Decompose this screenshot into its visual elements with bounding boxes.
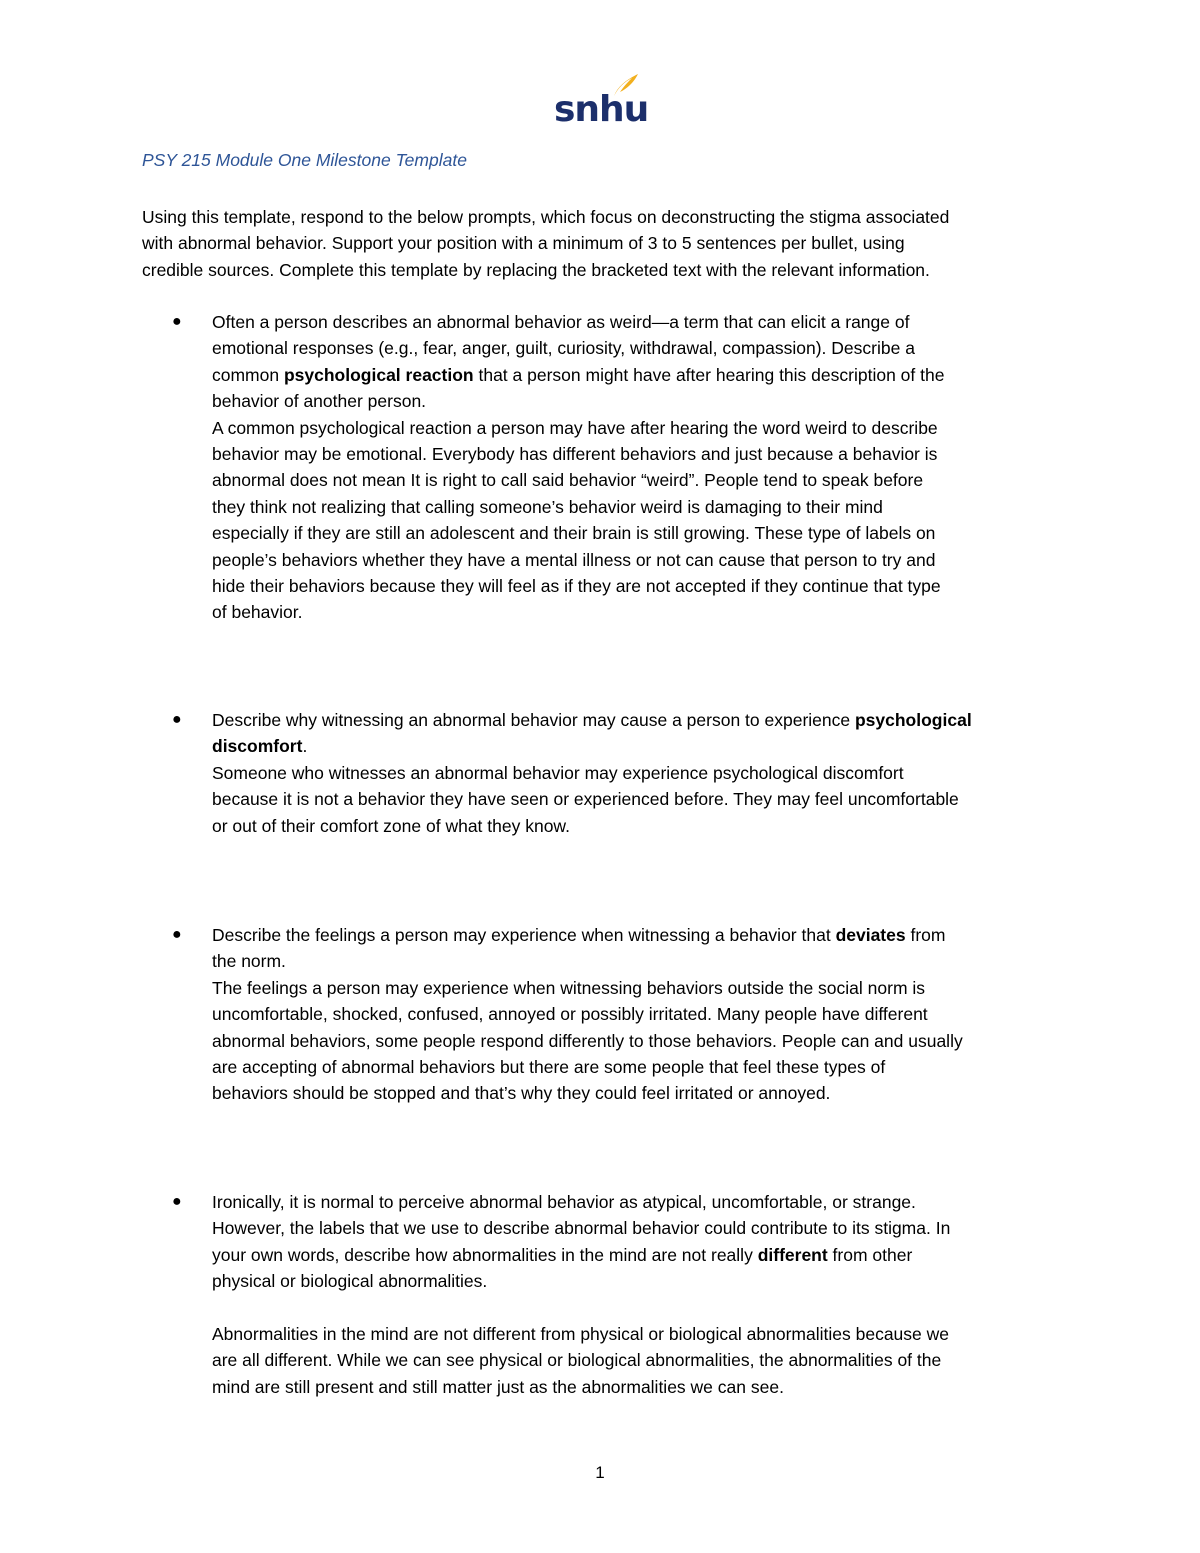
response-line: A common psychological reaction a person may have after hearing the word weird to describe <box>212 417 938 438</box>
logo-text: snhu <box>554 89 649 130</box>
prompt-line: Describe why witnessing an abnormal behavior may cause a person to experience psychological <box>212 710 972 730</box>
response-line: behavior may be emotional. Everybody has different behaviors and just because a behavior is <box>212 444 938 465</box>
bullet-body <box>212 309 1072 626</box>
prompt-line: Ironically, it is normal to perceive abnormal behavior as atypical, uncomfortable, or strange. <box>212 1192 916 1212</box>
response-line: hide their behaviors because they will feel as if they are not accepted if they continue that type <box>212 576 941 597</box>
bullet-icon: ● <box>172 926 182 943</box>
bullet-icon: ● <box>172 711 182 728</box>
bullet-body <box>212 922 1072 1107</box>
response-line: abnormal behaviors, some people respond differently to those behaviors. People can and usually <box>212 1030 963 1051</box>
bullet-body <box>212 707 1072 839</box>
intro-line: credible sources. Complete this template by replacing the bracketed text with the relevant information. <box>142 259 930 280</box>
response-line: mind are still present and still matter just as the abnormalities we can see. <box>212 1376 784 1397</box>
intro-paragraph <box>142 204 1072 283</box>
bold-term: different <box>757 1244 828 1265</box>
intro-line: Using this template, respond to the below prompts, which focus on deconstructing the stigma associated <box>142 207 950 227</box>
bold-term: deviates <box>835 925 906 945</box>
response-line: abnormal does not mean It is right to call said behavior “weird”. People tend to speak before <box>212 470 924 491</box>
response-line: of behavior. <box>212 602 303 623</box>
response-line: uncomfortable, shocked, confused, annoyed or possibly irritated. Many people have different <box>212 1004 928 1025</box>
prompt-line: However, the labels that we use to describe abnormal behavior could contribute to its stigma. In <box>212 1218 951 1239</box>
bold-term: discomfort <box>212 736 303 757</box>
response-line: especially if they are still an adolescent and their brain is still growing. These type of labels on <box>212 523 936 544</box>
prompt-line: physical or biological abnormalities. <box>212 1271 488 1292</box>
document-title: PSY 215 Module One Milestone Template <box>142 150 467 170</box>
intro-line: with abnormal behavior. Support your position with a minimum of 3 to 5 sentences per bullet, using <box>142 233 905 254</box>
response-line: are all different. While we can see physical or biological abnormalities, the abnormalities of the <box>212 1350 942 1371</box>
prompt-line: behavior of another person. <box>212 391 427 412</box>
response-line: people’s behaviors whether they have a mental illness or not can cause that person to try and <box>212 549 936 570</box>
bold-term: psychological <box>854 710 972 730</box>
response-line: or out of their comfort zone of what they know. <box>212 815 570 836</box>
response-line: Someone who witnesses an abnormal behavior may experience psychological discomfort <box>212 762 904 783</box>
bullet-body <box>212 1189 1072 1400</box>
prompt-line: Describe the feelings a person may experience when witnessing a behavior that deviates from <box>212 925 946 945</box>
response-line: are accepting of abnormal behaviors but there are some people that feel these types of <box>212 1057 886 1078</box>
snhu-logo <box>552 72 649 134</box>
response-line: The feelings a person may experience when witnessing behaviors outside the social norm is <box>212 977 926 998</box>
prompt-line: Often a person describes an abnormal behavior as weird—a term that can elicit a range of <box>212 312 910 332</box>
response-line: behaviors should be stopped and that’s why they could feel irritated or annoyed. <box>212 1083 831 1104</box>
bold-term: psychological reaction <box>283 364 474 385</box>
response-line <box>212 1295 1072 1321</box>
response-line: because it is not a behavior they have seen or experienced before. They may feel uncomfortable <box>212 789 959 810</box>
response-line: they think not realizing that calling someone’s behavior weird is damaging to their mind <box>212 496 883 517</box>
prompt-line: the norm. <box>212 951 286 972</box>
response-line: Abnormalities in the mind are not different from physical or biological abnormalities because we <box>212 1324 949 1345</box>
prompt-line: emotional responses (e.g., fear, anger, guilt, curiosity, withdrawal, compassion). Describe a <box>212 338 915 359</box>
prompt-line: discomfort. <box>212 736 308 757</box>
prompt-line: common psychological reaction that a person might have after hearing this description of the <box>212 364 945 385</box>
prompt-line: your own words, describe how abnormalities in the mind are not really different from other <box>212 1244 913 1265</box>
page-number: 1 <box>595 1463 605 1482</box>
bullet-icon: ● <box>172 1193 182 1210</box>
bullet-icon: ● <box>172 313 182 330</box>
